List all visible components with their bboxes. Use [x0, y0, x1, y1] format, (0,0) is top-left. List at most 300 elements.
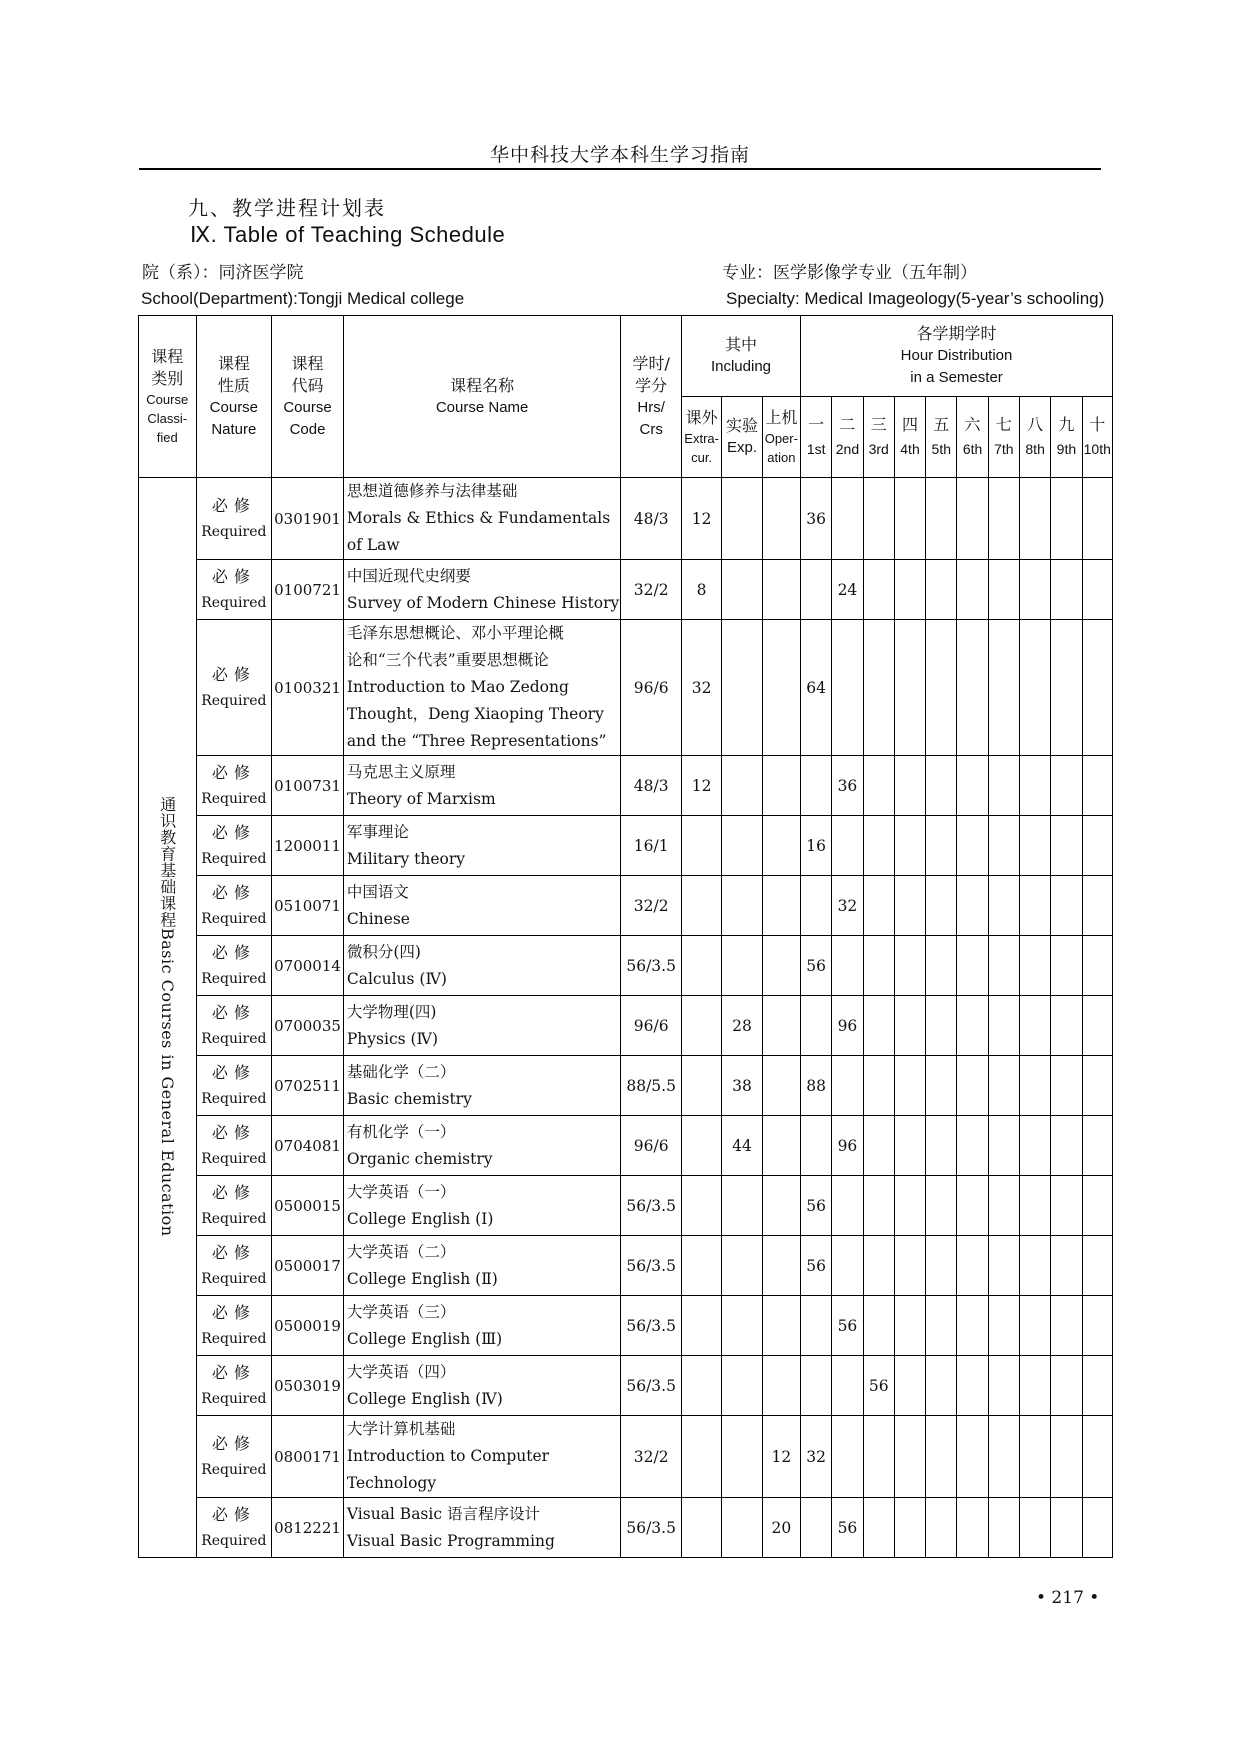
semester-hours [957, 876, 988, 936]
school-cn: 院（系）：同济医学院 [142, 263, 304, 283]
semester-hours [988, 816, 1019, 876]
course-code: 0700035 [272, 996, 344, 1056]
extra-hours [681, 1056, 721, 1116]
semester-hours [832, 1416, 863, 1498]
exp-hours [722, 1236, 762, 1296]
semester-header: 六 6th [957, 397, 988, 478]
course-name-line: Morals & Ethics & Fundamentals [346, 509, 611, 527]
semester-hours [894, 478, 925, 560]
course-name-line: 大学英语（三） [346, 1302, 456, 1321]
semester-hours [801, 1356, 832, 1416]
semester-hours [863, 756, 894, 816]
semester-hours: 16 [801, 816, 832, 876]
semester-hours [926, 1416, 957, 1498]
semester-hours [926, 1176, 957, 1236]
course-code: 0812221 [272, 1498, 344, 1558]
course-name-line: 大学物理(四) [346, 1002, 437, 1021]
semester-hours [957, 1296, 988, 1356]
course-name [343, 1116, 621, 1176]
semester-hours [926, 1356, 957, 1416]
semester-header: 二 2nd [832, 397, 863, 478]
semester-header: 十 10th [1082, 397, 1112, 478]
semester-hours [801, 1116, 832, 1176]
semester-hours [988, 1498, 1019, 1558]
oper-hours [762, 560, 800, 620]
semester-hours [988, 478, 1019, 560]
oper-hours: 12 [762, 1416, 800, 1498]
semester-hours [926, 1236, 957, 1296]
course-name-line: College English (Ⅰ) [346, 1209, 494, 1228]
course-name-line: Calculus (Ⅳ) [346, 969, 447, 988]
exp-hours [722, 1296, 762, 1356]
semester-hours [988, 560, 1019, 620]
course-name-line: Visual Basic Programming [346, 1531, 555, 1550]
semester-header: 五 5th [926, 397, 957, 478]
semester-hours [1082, 1296, 1112, 1356]
semester-hours [1019, 1356, 1050, 1416]
extra-hours [681, 1116, 721, 1176]
course-name-line: College English (Ⅱ) [346, 1269, 498, 1288]
course-nature: 必修 Required [196, 1296, 272, 1356]
semester-hours [1019, 1498, 1050, 1558]
semester-hours [988, 1296, 1019, 1356]
course-name [343, 756, 621, 816]
semester-hours [1082, 1116, 1112, 1176]
semester-header: 三 3rd [863, 397, 894, 478]
semester-hours: 96 [832, 996, 863, 1056]
specialty-cn: 专业：医学影像学专业（五年制） [722, 263, 977, 283]
semester-hours [832, 620, 863, 756]
semester-header: 四 4th [894, 397, 925, 478]
exp-hours [722, 620, 762, 756]
course-name-line: Organic chemistry [346, 1149, 493, 1168]
semester-hours [1019, 560, 1050, 620]
course-hours: 48/3 [621, 756, 682, 816]
extra-hours [681, 876, 721, 936]
header-code: 课程 代码 Course Code [272, 316, 344, 478]
course-nature: 必修 Required [196, 816, 272, 876]
semester-hours [988, 1056, 1019, 1116]
header-distribution: 各学期学时 Hour Distribution in a Semester [801, 316, 1113, 397]
extra-hours: 32 [681, 620, 721, 756]
semester-hours [832, 816, 863, 876]
exp-hours: 28 [722, 996, 762, 1056]
semester-hours [894, 1116, 925, 1176]
semester-hours [1082, 1056, 1112, 1116]
school-en: School(Department):Tongji Medical college [141, 289, 465, 308]
course-hours: 56/3.5 [621, 1176, 682, 1236]
semester-hours [926, 756, 957, 816]
semester-hours [1051, 560, 1082, 620]
header-nature: 课程 性质 Course Nature [196, 316, 272, 478]
extra-hours: 12 [681, 478, 721, 560]
semester-hours [801, 756, 832, 816]
course-code: 0800171 [272, 1416, 344, 1498]
course-nature: 必修 Required [196, 1056, 272, 1116]
header-rule [139, 168, 1101, 170]
exp-hours [722, 936, 762, 996]
course-hours: 56/3.5 [621, 1356, 682, 1416]
semester-hours [988, 1236, 1019, 1296]
semester-hours [1019, 1236, 1050, 1296]
course-name-line: Thought，Deng Xiaoping Theory [346, 705, 604, 723]
semester-hours [1082, 620, 1112, 756]
semester-hours [1051, 1498, 1082, 1558]
semester-hours [1019, 1296, 1050, 1356]
exp-hours [722, 876, 762, 936]
course-code: 0500017 [272, 1236, 344, 1296]
course-code: 0100721 [272, 560, 344, 620]
semester-hours [832, 1236, 863, 1296]
course-nature: 必修 Required [196, 560, 272, 620]
course-nature: 必修 Required [196, 1498, 272, 1558]
table-row [139, 816, 1113, 876]
course-name [343, 936, 621, 996]
semester-hours [894, 1498, 925, 1558]
course-hours: 96/6 [621, 620, 682, 756]
semester-hours [1051, 1236, 1082, 1296]
semester-hours [1019, 936, 1050, 996]
course-nature: 必修 Required [196, 1176, 272, 1236]
oper-hours [762, 1296, 800, 1356]
semester-hours [957, 478, 988, 560]
semester-hours [863, 816, 894, 876]
semester-hours [894, 1056, 925, 1116]
semester-hours: 36 [832, 756, 863, 816]
semester-hours [988, 936, 1019, 996]
semester-hours [832, 1356, 863, 1416]
semester-hours [988, 876, 1019, 936]
table-row [139, 756, 1113, 816]
section-title-cn: 九、教学进程计划表 [188, 196, 386, 220]
oper-hours [762, 1116, 800, 1176]
semester-hours [894, 756, 925, 816]
oper-hours [762, 1236, 800, 1296]
semester-hours [1051, 1356, 1082, 1416]
semester-hours [832, 1056, 863, 1116]
course-name-line: Technology [346, 1474, 437, 1492]
semester-hours [926, 1056, 957, 1116]
semester-hours: 56 [863, 1356, 894, 1416]
semester-hours [894, 560, 925, 620]
semester-hours [1082, 1176, 1112, 1236]
semester-hours [988, 620, 1019, 756]
semester-header: 一 1st [801, 397, 832, 478]
semester-hours [926, 816, 957, 876]
course-name [343, 1498, 621, 1558]
exp-hours [722, 1498, 762, 1558]
course-hours: 96/6 [621, 1116, 682, 1176]
semester-hours [1051, 1116, 1082, 1176]
course-nature: 必修 Required [196, 1116, 272, 1176]
exp-hours [722, 560, 762, 620]
semester-hours [1051, 996, 1082, 1056]
semester-hours [863, 996, 894, 1056]
semester-hours [863, 1056, 894, 1116]
semester-hours [1082, 996, 1112, 1056]
semester-hours: 32 [832, 876, 863, 936]
semester-hours: 32 [801, 1416, 832, 1498]
semester-hours [1051, 1176, 1082, 1236]
table-row [139, 1236, 1113, 1296]
semester-hours: 88 [801, 1056, 832, 1116]
semester-hours [957, 1116, 988, 1176]
course-code: 0510071 [272, 876, 344, 936]
oper-hours [762, 1176, 800, 1236]
teaching-schedule-table [138, 315, 1113, 1558]
exp-hours: 44 [722, 1116, 762, 1176]
course-name [343, 1176, 621, 1236]
table-row [139, 1056, 1113, 1116]
semester-hours [832, 936, 863, 996]
course-name-line: Chinese [346, 909, 410, 928]
semester-hours [1082, 876, 1112, 936]
header-oper: 上机 Oper- ation [762, 397, 800, 478]
semester-hours [832, 478, 863, 560]
semester-hours: 96 [832, 1116, 863, 1176]
semester-hours [1019, 620, 1050, 756]
semester-hours [957, 996, 988, 1056]
semester-hours: 36 [801, 478, 832, 560]
course-name-line: Survey of Modern Chinese History [346, 593, 620, 612]
oper-hours [762, 478, 800, 560]
course-name-line: College English (Ⅲ) [346, 1329, 503, 1348]
exp-hours [722, 478, 762, 560]
semester-hours [894, 936, 925, 996]
semester-hours [894, 620, 925, 756]
semester-hours [894, 1236, 925, 1296]
exp-hours: 38 [722, 1056, 762, 1116]
semester-hours [926, 620, 957, 756]
semester-hours [926, 1296, 957, 1356]
course-name-line: of Law [346, 536, 400, 554]
course-name-line: Visual Basic 语言程序设计 [346, 1504, 540, 1523]
oper-hours [762, 936, 800, 996]
course-name-line: 中国近现代史纲要 [346, 566, 471, 585]
header-course-name: 课程名称 Course Name [343, 316, 621, 478]
course-code: 0704081 [272, 1116, 344, 1176]
course-hours: 96/6 [621, 996, 682, 1056]
semester-hours [1082, 560, 1112, 620]
semester-hours [1051, 1296, 1082, 1356]
semester-header: 九 9th [1051, 397, 1082, 478]
semester-hours [1019, 756, 1050, 816]
semester-hours [801, 1296, 832, 1356]
course-name-line: Introduction to Computer [346, 1447, 550, 1465]
course-name-line: 思想道德修养与法律基础 [346, 482, 518, 500]
semester-hours [926, 876, 957, 936]
semester-hours [1051, 478, 1082, 560]
course-hours: 16/1 [621, 816, 682, 876]
course-code: 0100321 [272, 620, 344, 756]
course-nature: 必修 Required [196, 478, 272, 560]
semester-hours [1051, 816, 1082, 876]
course-name-line: Theory of Marxism [346, 789, 496, 808]
semester-hours [926, 996, 957, 1056]
course-name-line: 基础化学（二） [346, 1062, 456, 1081]
semester-hours: 56 [832, 1296, 863, 1356]
oper-hours [762, 816, 800, 876]
semester-hours [988, 1176, 1019, 1236]
semester-hours [957, 756, 988, 816]
semester-hours [1082, 1498, 1112, 1558]
table-row [139, 1416, 1113, 1498]
semester-hours [988, 996, 1019, 1056]
exp-hours [722, 816, 762, 876]
table-row [139, 1296, 1113, 1356]
course-name-line: 中国语文 [346, 882, 409, 901]
course-hours: 32/2 [621, 560, 682, 620]
course-name-line: 微积分(四) [346, 942, 421, 961]
semester-hours [988, 756, 1019, 816]
table-row [139, 1176, 1113, 1236]
course-nature: 必修 Required [196, 936, 272, 996]
semester-hours [894, 1416, 925, 1498]
extra-hours [681, 996, 721, 1056]
semester-hours [894, 996, 925, 1056]
semester-hours [894, 1356, 925, 1416]
course-code: 0503019 [272, 1356, 344, 1416]
course-name-line: Basic chemistry [346, 1089, 472, 1108]
semester-hours [1019, 1056, 1050, 1116]
extra-hours [681, 1416, 721, 1498]
header-hours: 学时/ 学分 Hrs/ Crs [621, 316, 682, 478]
extra-hours [681, 1356, 721, 1416]
course-nature: 必修 Required [196, 1416, 272, 1498]
semester-hours [1082, 816, 1112, 876]
course-name [343, 1056, 621, 1116]
course-nature: 必修 Required [196, 996, 272, 1056]
semester-hours [863, 1296, 894, 1356]
exp-hours [722, 1416, 762, 1498]
semester-hours [832, 1176, 863, 1236]
semester-hours [863, 620, 894, 756]
course-code: 1200011 [272, 816, 344, 876]
table-row [139, 996, 1113, 1056]
semester-hours: 56 [801, 936, 832, 996]
course-name-line: 毛泽东思想概论、邓小平理论概 [346, 624, 564, 642]
course-name [343, 1296, 621, 1356]
exp-hours [722, 1356, 762, 1416]
extra-hours [681, 1296, 721, 1356]
semester-hours [957, 620, 988, 756]
semester-hours [863, 1416, 894, 1498]
table-row [139, 936, 1113, 996]
exp-hours [722, 1176, 762, 1236]
course-name-line: 大学计算机基础 [346, 1420, 456, 1438]
extra-hours: 8 [681, 560, 721, 620]
oper-hours [762, 1356, 800, 1416]
semester-hours [1051, 936, 1082, 996]
oper-hours [762, 1056, 800, 1116]
extra-hours: 12 [681, 756, 721, 816]
header-exp: 实验 Exp. [722, 397, 762, 478]
table-row [139, 478, 1113, 560]
semester-hours [1051, 756, 1082, 816]
course-name [343, 996, 621, 1056]
semester-hours [863, 1116, 894, 1176]
course-hours: 56/3.5 [621, 1498, 682, 1558]
course-name [343, 560, 621, 620]
semester-hours [863, 560, 894, 620]
course-name [343, 1236, 621, 1296]
header-including: 其中 Including [681, 316, 800, 397]
course-code: 0700014 [272, 936, 344, 996]
semester-hours [926, 478, 957, 560]
course-name [343, 1356, 621, 1416]
semester-header: 八 8th [1019, 397, 1050, 478]
semester-hours [1082, 936, 1112, 996]
oper-hours [762, 996, 800, 1056]
semester-hours [1051, 876, 1082, 936]
page-number: • 217 • [1036, 1588, 1100, 1608]
course-hours: 32/2 [621, 876, 682, 936]
semester-hours [957, 560, 988, 620]
semester-hours [863, 936, 894, 996]
course-name-line: Military theory [346, 849, 466, 868]
semester-hours [957, 1356, 988, 1416]
course-name-line: College English (Ⅳ) [346, 1389, 503, 1408]
semester-hours: 56 [832, 1498, 863, 1558]
semester-hours: 64 [801, 620, 832, 756]
extra-hours [681, 936, 721, 996]
semester-hours [1019, 1116, 1050, 1176]
semester-hours [894, 876, 925, 936]
course-hours: 48/3 [621, 478, 682, 560]
semester-hours [957, 1176, 988, 1236]
course-hours: 88/5.5 [621, 1056, 682, 1116]
course-code: 0500015 [272, 1176, 344, 1236]
semester-hours [926, 936, 957, 996]
semester-hours [1019, 996, 1050, 1056]
semester-hours [957, 936, 988, 996]
course-name-line: 马克思主义原理 [346, 762, 456, 781]
oper-hours [762, 620, 800, 756]
semester-hours [1082, 478, 1112, 560]
semester-hours [988, 1116, 1019, 1176]
semester-hours [1019, 816, 1050, 876]
course-name-line: 有机化学（一） [346, 1122, 456, 1141]
course-category [139, 478, 197, 1558]
running-head: 华中科技大学本科生学习指南 [489, 144, 750, 166]
table-row [139, 1356, 1113, 1416]
category-label: 通识教育基础课程Basic Courses in General Education [157, 796, 177, 1237]
semester-hours [1082, 1236, 1112, 1296]
semester-hours [1082, 1416, 1112, 1498]
semester-hours [957, 1416, 988, 1498]
course-name-line: Introduction to Mao Zedong [346, 678, 569, 696]
semester-hours [801, 1498, 832, 1558]
course-nature: 必修 Required [196, 876, 272, 936]
course-hours: 56/3.5 [621, 936, 682, 996]
course-name-line: and the “Three Representations” [346, 732, 607, 750]
semester-hours [894, 816, 925, 876]
semester-hours: 24 [832, 560, 863, 620]
oper-hours: 20 [762, 1498, 800, 1558]
semester-hours [1051, 1416, 1082, 1498]
course-name-line: 大学英语（四） [346, 1362, 456, 1381]
course-nature: 必修 Required [196, 756, 272, 816]
semester-hours: 56 [801, 1176, 832, 1236]
course-hours: 32/2 [621, 1416, 682, 1498]
semester-hours [894, 1176, 925, 1236]
course-name-line: 大学英语（一） [346, 1182, 456, 1201]
table-row [139, 560, 1113, 620]
course-nature: 必修 Required [196, 1356, 272, 1416]
semester-hours [926, 560, 957, 620]
semester-hours [926, 1116, 957, 1176]
header-category: 课程 类别 Course Classi- fied [139, 316, 197, 478]
